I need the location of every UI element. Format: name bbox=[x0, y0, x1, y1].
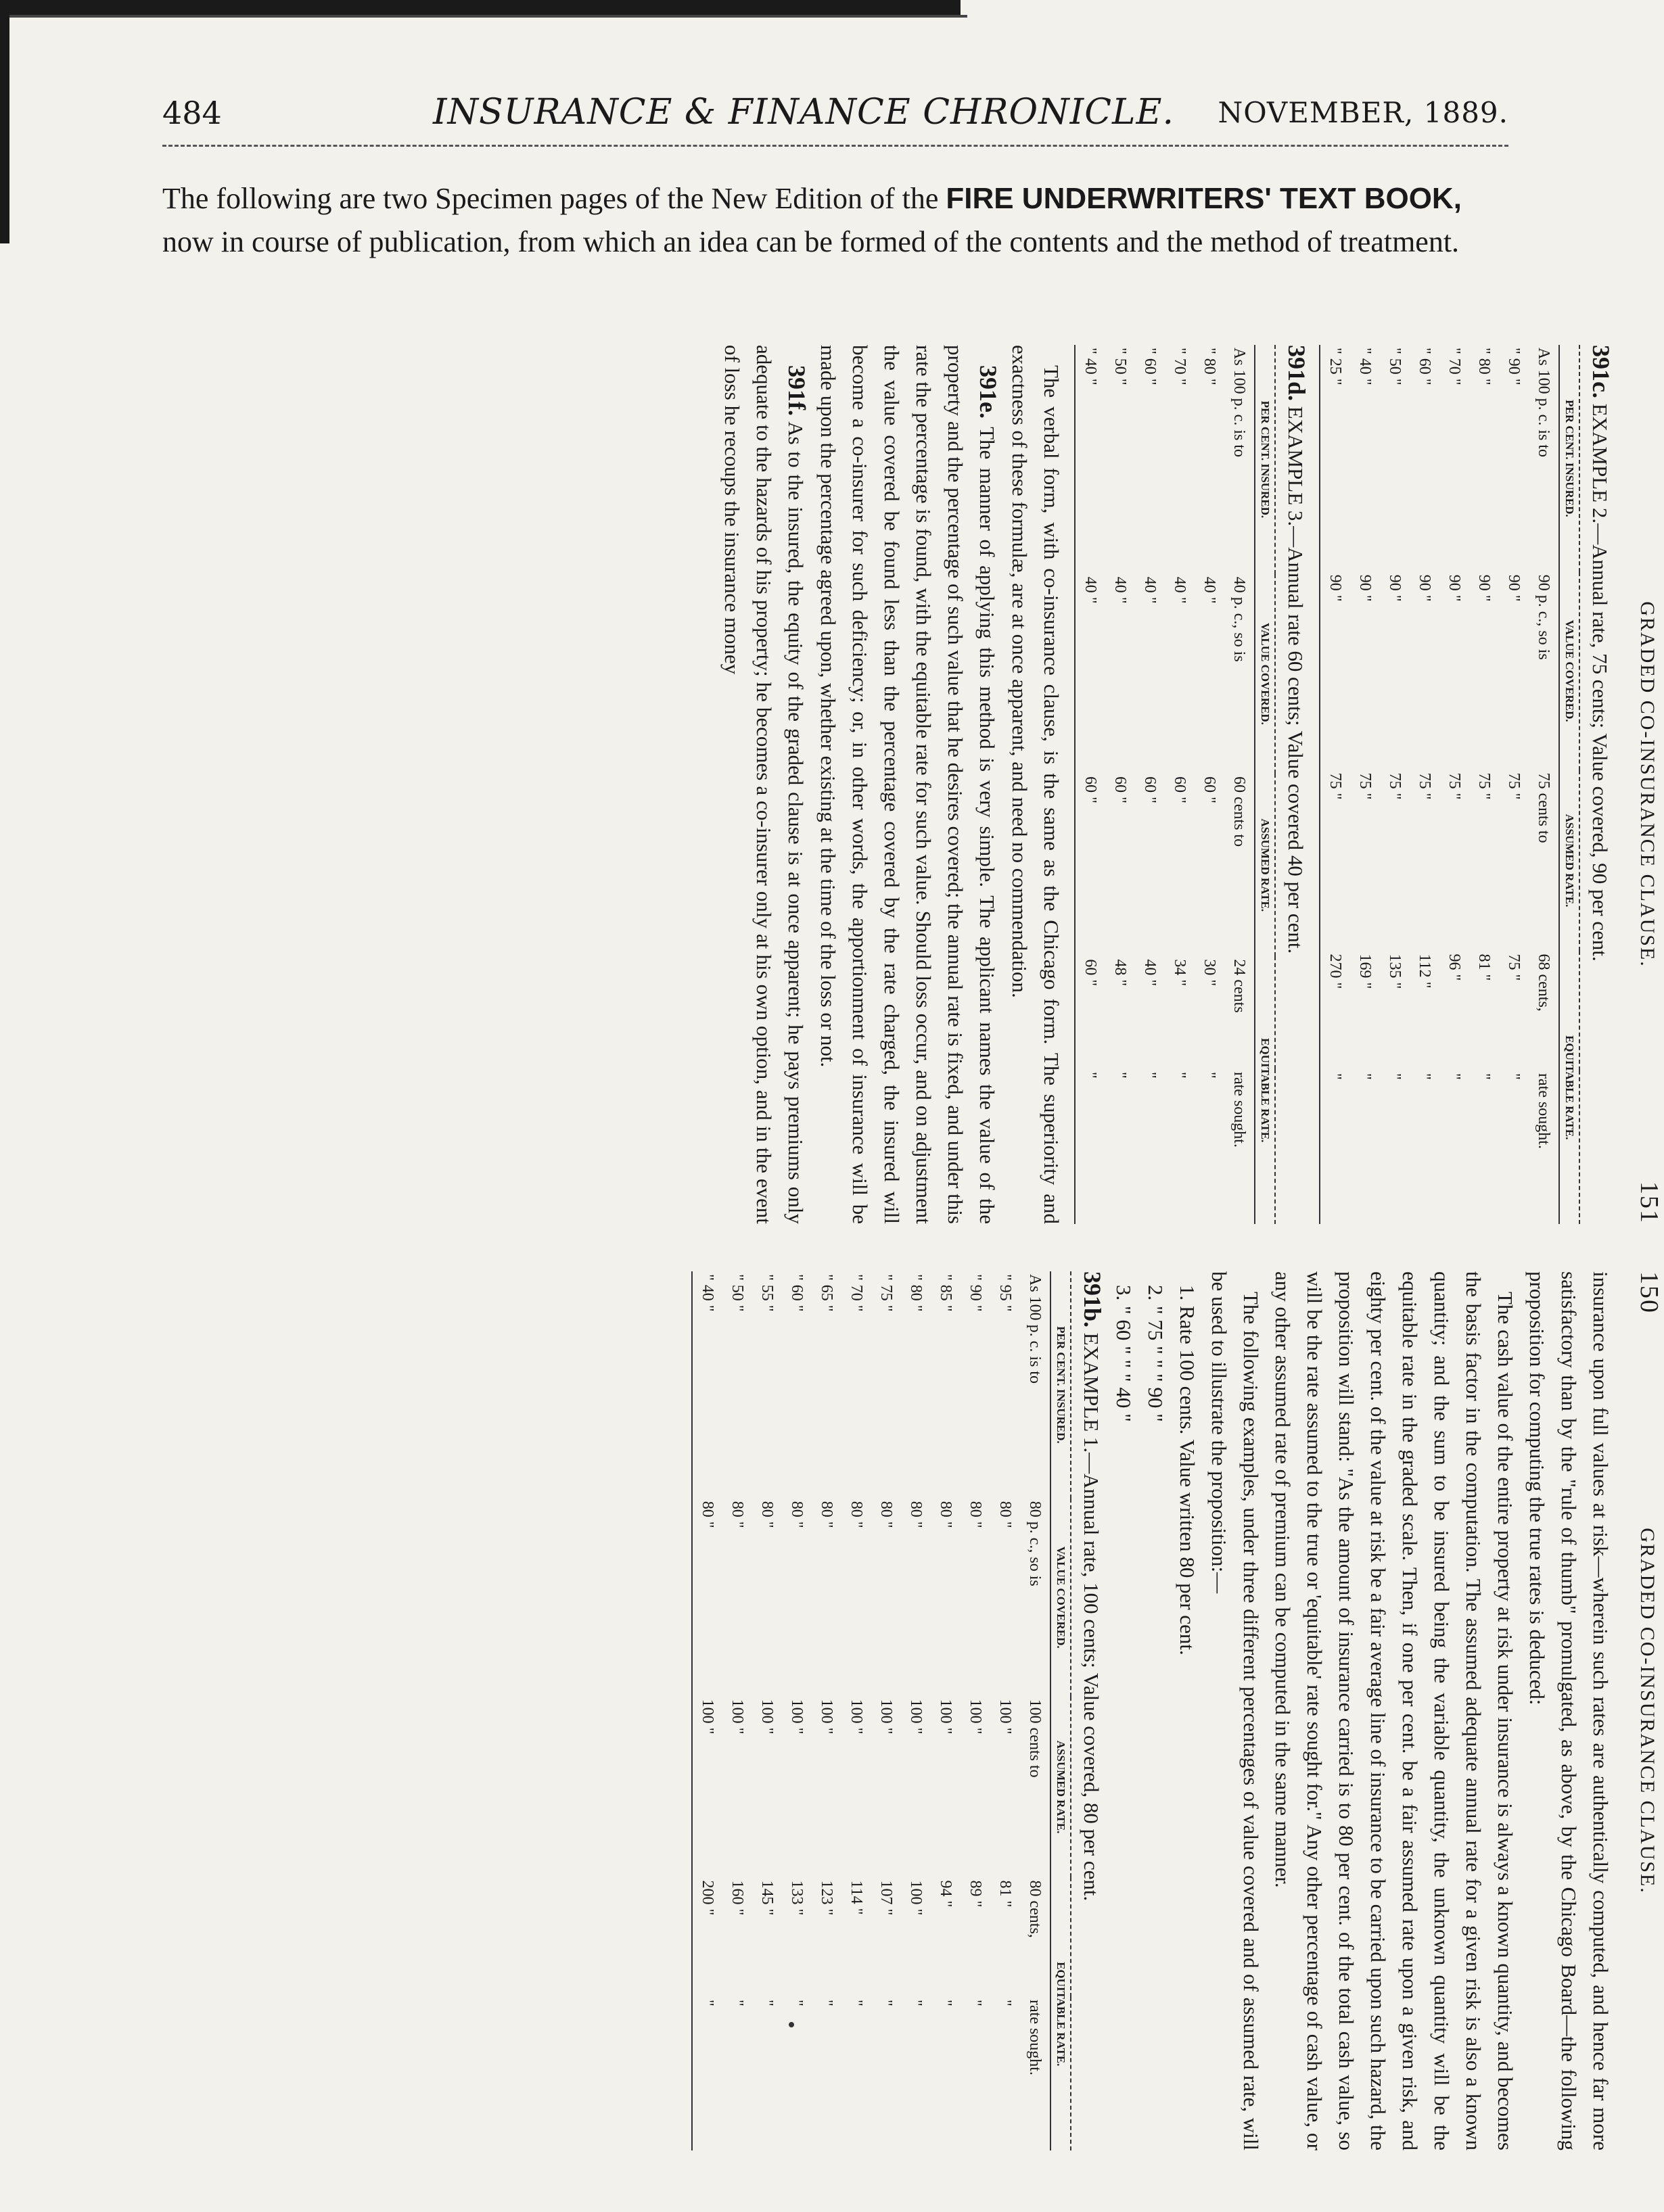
table-cell: " bbox=[1386, 1073, 1404, 1080]
col-value-covered: VALUE COVERED. bbox=[1559, 572, 1579, 770]
table-cell: 40 " bbox=[1111, 576, 1129, 604]
intro-text-before: The following are two Specimen pages of the New Edition of the bbox=[162, 182, 939, 215]
table-row bbox=[692, 1271, 722, 2150]
table-row bbox=[1224, 345, 1255, 1224]
table-cell: " bbox=[1111, 1071, 1129, 1079]
table-cell: 80 " bbox=[788, 1501, 806, 1528]
table-cell: " 40 " bbox=[692, 1271, 722, 1499]
example-3-heading-text: EXAMPLE 3.—Annual rate 60 cents; Value covered 40 per cent. bbox=[1284, 406, 1308, 954]
table-cell: 100 " bbox=[788, 1699, 806, 1735]
col-equitable-rate: EQUITABLE RATE. bbox=[1559, 951, 1579, 1224]
table-cell: " 60 " bbox=[788, 1274, 806, 1312]
col-equitable-rate: EQUITABLE RATE. bbox=[1050, 1877, 1071, 2150]
table-cell: 169 " bbox=[1356, 954, 1374, 989]
paragraph-391e bbox=[812, 345, 1004, 1224]
col-equitable-rate: EQUITABLE RATE. bbox=[1255, 956, 1275, 1224]
table-cell: 40 " bbox=[1075, 574, 1105, 774]
table-cell: 89 " bbox=[967, 1880, 984, 1908]
scan-edge-top bbox=[0, 0, 961, 15]
table-cell: " bbox=[692, 1997, 722, 2150]
table-cell: 96 " bbox=[1446, 954, 1463, 981]
section-391b: 391b. bbox=[1079, 1271, 1106, 1328]
table-cell: 133 " bbox=[788, 1880, 806, 1916]
table-cell: 80 " bbox=[967, 1501, 984, 1528]
table-cell: 60 " bbox=[1141, 776, 1159, 803]
table-cell: 90 " bbox=[1475, 574, 1493, 602]
table-cell: 90 p. c., so is bbox=[1535, 574, 1552, 660]
table-cell: 80 " bbox=[818, 1501, 835, 1528]
table-row bbox=[841, 1271, 871, 2150]
table-cell: " 50 " bbox=[729, 1274, 746, 1312]
example-2-table bbox=[1319, 345, 1580, 1224]
rate-list bbox=[1108, 1271, 1203, 2150]
table-cell: 40 " bbox=[1141, 959, 1159, 987]
col-value-covered: VALUE COVERED. bbox=[1255, 574, 1275, 774]
section-391f: 391f. bbox=[783, 365, 810, 416]
table-cell: " 40 " bbox=[1075, 345, 1105, 574]
table-row bbox=[1529, 345, 1559, 1224]
table-cell: 80 " bbox=[692, 1499, 722, 1697]
page-150-number: 150 bbox=[1635, 1271, 1663, 1314]
table-cell: " 70 " bbox=[1446, 348, 1463, 385]
section-391c: 391c. bbox=[1588, 345, 1615, 398]
table-cell: 75 " bbox=[1505, 954, 1523, 981]
table-row bbox=[812, 1271, 841, 2150]
table-cell: 100 " bbox=[996, 1699, 1014, 1735]
table-cell: 80 " bbox=[877, 1501, 895, 1528]
table-cell: 30 " bbox=[1201, 959, 1218, 987]
table-cell: 100 " bbox=[907, 1880, 925, 1916]
table-row bbox=[931, 1271, 961, 2150]
table-cell: 145 " bbox=[758, 1880, 776, 1916]
table-cell: 40 " bbox=[1141, 576, 1159, 604]
table-cell: " 80 " bbox=[1201, 348, 1218, 385]
specimen-page-150 bbox=[291, 1271, 1664, 2150]
table-row bbox=[1020, 1271, 1050, 2150]
col-assumed-rate: ASSUMED RATE. bbox=[1559, 770, 1579, 951]
list-item: 2. " 75 " " " 90 " bbox=[1144, 1285, 1168, 1422]
table-cell: " 80 " bbox=[1475, 348, 1493, 385]
table-cell: " bbox=[788, 2000, 806, 2006]
table-cell: As 100 p. c. is to bbox=[1230, 348, 1248, 457]
section-391e: 391e. bbox=[975, 365, 1002, 419]
table-cell: 135 " bbox=[1386, 954, 1404, 989]
table-cell: " bbox=[996, 2000, 1014, 2006]
table-cell: 75 " bbox=[1505, 772, 1523, 800]
table-cell: 100 " bbox=[937, 1699, 954, 1735]
paragraph-verbal-form: The verbal form, with co-insurance clause, is the same as the Chicago form. The superiority and exactness of these formulæ, are at once apparent, and need no commendation. bbox=[1008, 345, 1063, 1224]
col-per-cent-insured: PER CENT. INSURED. bbox=[1050, 1271, 1071, 1499]
table-cell: " bbox=[1475, 1073, 1493, 1080]
journal-title: INSURANCE & FINANCE CHRONICLE. bbox=[433, 92, 1174, 133]
table-cell: 90 " bbox=[1416, 574, 1433, 602]
table-cell: " bbox=[1505, 1073, 1523, 1080]
table-cell: " bbox=[729, 2000, 746, 2006]
table-cell: " bbox=[1171, 1071, 1188, 1079]
table-cell: " 85 " bbox=[937, 1274, 954, 1312]
table-cell: 48 " bbox=[1111, 959, 1129, 987]
table-cell: 100 cents to bbox=[1026, 1699, 1044, 1778]
table-row bbox=[961, 1271, 990, 2150]
table-cell: 75 " bbox=[1446, 772, 1463, 800]
table-cell: 40 p. c., so is bbox=[1230, 576, 1248, 662]
table-cell: 80 cents, bbox=[1026, 1880, 1044, 1938]
example-2-heading-text: EXAMPLE 2.—Annual rate, 75 cents; Value covered, 90 per cent. bbox=[1588, 403, 1612, 962]
specimen-page-151 bbox=[291, 345, 1664, 1224]
table-row bbox=[1380, 345, 1410, 1224]
table-cell: 114 " bbox=[848, 1880, 865, 1915]
table-cell: 270 " bbox=[1320, 951, 1350, 1070]
table-row bbox=[782, 1271, 812, 2150]
paragraph-391e-text: The manner of applying this method is very simple. The applicant names the value of the property and the percentage of such value that he desires covered; the annual rate is fixed, and under this rate the percentage is found, with the equitable rate for such value. Should loss occur, and on adjustment the value covered be found less than the percentage covered by the rate charged, the insured will become a co-insurer for such deficiency; or, in other words, the apportionment of insurance will be made upon the percentage agreed upon, whether existing at the time of the loss or not. bbox=[816, 345, 999, 1224]
table-cell: 60 cents to bbox=[1230, 776, 1248, 847]
table-cell: " 25 " bbox=[1320, 345, 1350, 572]
table-cell: " bbox=[1141, 1071, 1159, 1079]
table-cell: " 95 " bbox=[996, 1274, 1014, 1312]
table-cell: 80 " bbox=[848, 1501, 865, 1528]
example-1-table bbox=[691, 1271, 1071, 2150]
table-cell: 60 " bbox=[1075, 774, 1105, 956]
table-row bbox=[1195, 345, 1224, 1224]
table-cell: " bbox=[1416, 1073, 1433, 1080]
table-row bbox=[1499, 345, 1529, 1224]
table-cell: 112 " bbox=[1416, 954, 1433, 989]
table-cell: 100 " bbox=[877, 1699, 895, 1735]
table-cell: 40 " bbox=[1201, 576, 1218, 604]
table-cell: 90 " bbox=[1320, 572, 1350, 770]
table-cell: " bbox=[937, 2000, 954, 2006]
scan-edge-top-line bbox=[0, 15, 967, 18]
book-title: FIRE UNDERWRITERS' TEXT BOOK, bbox=[946, 182, 1462, 215]
col-assumed-rate: ASSUMED RATE. bbox=[1255, 774, 1275, 956]
table-cell: " 90 " bbox=[967, 1274, 984, 1312]
table-cell: 90 " bbox=[1386, 574, 1404, 602]
table-cell: 100 " bbox=[818, 1699, 835, 1735]
table-row bbox=[1105, 345, 1135, 1224]
table-row bbox=[1410, 345, 1439, 1224]
table-cell: 94 " bbox=[937, 1880, 954, 1908]
table-cell: " bbox=[758, 2000, 776, 2006]
table-cell: 80 " bbox=[758, 1501, 776, 1528]
table-cell: " 40 " bbox=[1356, 348, 1374, 385]
table-cell: " 90 " bbox=[1505, 348, 1523, 385]
table-cell: " 80 " bbox=[907, 1274, 925, 1312]
table-cell: " 60 " bbox=[1141, 348, 1159, 385]
table-cell: 200 " bbox=[692, 1877, 722, 1997]
table-cell: 34 " bbox=[1171, 959, 1188, 987]
table-row bbox=[990, 1271, 1020, 2150]
paragraph-150-1: insurance upon full values at risk—wherein such rates are authentically computed, and hence far more satisfactory than by the "rule of thumb" promulgated, as above, by the Chicago Board—the following proposition for computing the true rates is deduced: bbox=[1525, 1271, 1613, 2150]
table-cell: As 100 p. c. is to bbox=[1026, 1274, 1044, 1384]
table-cell: " bbox=[1356, 1073, 1374, 1080]
paragraph-150-2: The cash value of the entire property at risk under insurance is always a known quantity, and becomes the basis factor in the computation. The assumed adequate annual rate for a given risk is also a known quantity; and the sum to be insured being the variable quantity, the unknown quantity will be the equitable rate in the graded scale. Then, if one per cent. be a fair assumed rate upon a given risk, and eighty per cent. of the value at risk be a fair average line of insurance to be carried upon such hazard, the proposition will stand: "As the amount of insurance carried is to 80 per cent. of the total cash value, so will be the rate assumed to the true or 'equitable' rate sought for." Any other percentage of cash value, or any other assumed rate of premium can be computed in the same manner. bbox=[1271, 1271, 1517, 2150]
specimen-spread bbox=[291, 345, 1664, 2150]
intro-text-after: now in course of publication, from which an idea can be formed of the contents and the method of treatment. bbox=[162, 225, 1460, 258]
table-cell: " bbox=[1320, 1070, 1350, 1224]
example-2-heading bbox=[1584, 345, 1617, 1224]
table-cell: " bbox=[907, 2000, 925, 2006]
table-cell: 80 p. c., so is bbox=[1026, 1501, 1044, 1586]
example-3-table bbox=[1074, 345, 1276, 1224]
page-151-head bbox=[1617, 345, 1664, 1224]
table-cell: " 75 " bbox=[877, 1274, 895, 1312]
table-cell: " bbox=[1446, 1073, 1463, 1080]
col-assumed-rate: ASSUMED RATE. bbox=[1050, 1697, 1071, 1878]
table-cell: " bbox=[967, 2000, 984, 2006]
table-row bbox=[1135, 345, 1165, 1224]
table-cell: 81 " bbox=[996, 1880, 1014, 1908]
table-cell: rate sought. bbox=[1535, 1073, 1552, 1149]
table-cell: 100 " bbox=[967, 1699, 984, 1735]
paragraph-391f bbox=[716, 345, 812, 1224]
table-cell: 75 cents to bbox=[1535, 772, 1552, 843]
header-rule bbox=[162, 145, 1508, 147]
table-cell: 80 " bbox=[937, 1501, 954, 1528]
table-cell: rate sought. bbox=[1230, 1071, 1248, 1148]
table-cell: " 50 " bbox=[1386, 348, 1404, 385]
table-row bbox=[1350, 345, 1380, 1224]
table-row bbox=[901, 1271, 931, 2150]
page-header bbox=[162, 87, 1508, 141]
table-cell: 100 " bbox=[848, 1699, 865, 1735]
table-cell: " bbox=[848, 2000, 865, 2006]
intro-paragraph bbox=[162, 177, 1508, 264]
page-150-running-head: GRADED CO-INSURANCE CLAUSE. bbox=[1636, 1528, 1659, 1894]
page-150-head bbox=[1617, 1271, 1664, 2150]
table-cell: 75 " bbox=[1356, 772, 1374, 800]
table-cell: " bbox=[818, 2000, 835, 2006]
table-cell: " 65 " bbox=[818, 1274, 835, 1312]
table-cell: 24 cents bbox=[1230, 959, 1248, 1013]
table-row bbox=[1165, 345, 1195, 1224]
list-item: 3. " 60 " " " 40 " bbox=[1112, 1285, 1136, 1422]
table-cell: " 70 " bbox=[848, 1274, 865, 1312]
section-391d: 391d. bbox=[1283, 345, 1310, 402]
table-cell: 90 " bbox=[1505, 574, 1523, 602]
scan-edge-left bbox=[0, 0, 9, 243]
table-cell: rate sought. bbox=[1026, 2000, 1044, 2075]
table-cell: 100 " bbox=[907, 1699, 925, 1735]
table-row bbox=[722, 1271, 752, 2150]
table-cell: 80 " bbox=[907, 1501, 925, 1528]
table-cell: 75 " bbox=[1320, 770, 1350, 951]
paragraph-150-3: The following examples, under three different percentages of value covered and of assumed rate, will be used to illustrate the proposition:— bbox=[1207, 1271, 1263, 2150]
table-cell: 90 " bbox=[1356, 574, 1374, 602]
table-row bbox=[1075, 345, 1105, 1224]
table-cell: " bbox=[877, 2000, 895, 2006]
col-value-covered: VALUE COVERED. bbox=[1050, 1499, 1071, 1697]
table-cell: 60 " bbox=[1201, 776, 1218, 803]
example-3-heading bbox=[1280, 345, 1312, 1224]
col-per-cent-insured: PER CENT. INSURED. bbox=[1559, 345, 1579, 572]
table-cell: 60 " bbox=[1111, 776, 1129, 803]
table-cell: 160 " bbox=[729, 1880, 746, 1916]
table-row bbox=[1320, 345, 1350, 1224]
example-1-heading bbox=[1076, 1271, 1108, 2150]
table-row bbox=[752, 1271, 782, 2150]
table-cell: " 55 " bbox=[758, 1274, 776, 1312]
page-151-number: 151 bbox=[1635, 1181, 1663, 1224]
page-151-running-head: GRADED CO-INSURANCE CLAUSE. bbox=[1636, 601, 1659, 968]
table-cell: " 70 " bbox=[1171, 348, 1188, 385]
table-row bbox=[1469, 345, 1499, 1224]
table-cell: 80 " bbox=[996, 1501, 1014, 1528]
issue-date: NOVEMBER, 1889. bbox=[1218, 96, 1508, 129]
paragraph-391f-text: As to the insured, the equity of the graded clause is at once apparent; he pays premiums only adequate to the hazards of his property; he becomes a co-insurer only at his own option, and in the event of loss he recoups the insurance money bbox=[720, 345, 808, 1224]
list-item: 1. Rate 100 cents. Value written 80 per cent. bbox=[1176, 1285, 1199, 1655]
table-row bbox=[1439, 345, 1469, 1224]
ink-speck bbox=[789, 2022, 794, 2027]
table-cell: 90 " bbox=[1446, 574, 1463, 602]
table-row bbox=[871, 1271, 901, 2150]
page-number: 484 bbox=[162, 95, 222, 131]
table-cell: 100 " bbox=[758, 1699, 776, 1735]
table-cell: 100 " bbox=[692, 1697, 722, 1878]
table-cell: 80 " bbox=[729, 1501, 746, 1528]
table-cell: 75 " bbox=[1475, 772, 1493, 800]
table-cell: " 50 " bbox=[1111, 348, 1129, 385]
table-cell: 75 " bbox=[1386, 772, 1404, 800]
table-cell: " bbox=[1201, 1071, 1218, 1079]
example-1-heading-text: EXAMPLE 1.—Annual rate, 100 cents; Value covered, 80 per cent. bbox=[1080, 1332, 1103, 1902]
table-cell: 40 " bbox=[1171, 576, 1188, 604]
table-cell: 60 " bbox=[1075, 956, 1105, 1069]
col-per-cent-insured: PER CENT. INSURED. bbox=[1255, 345, 1275, 574]
table-cell: 81 " bbox=[1475, 954, 1493, 981]
table-cell: " bbox=[1075, 1069, 1105, 1224]
table-cell: 75 " bbox=[1416, 772, 1433, 800]
table-cell: 123 " bbox=[818, 1880, 835, 1916]
table-cell: 107 " bbox=[877, 1880, 895, 1916]
table-cell: " 60 " bbox=[1416, 348, 1433, 385]
table-cell: As 100 p. c. is to bbox=[1535, 348, 1552, 457]
table-cell: 68 cents, bbox=[1535, 954, 1552, 1012]
table-cell: 60 " bbox=[1171, 776, 1188, 803]
table-cell: 100 " bbox=[729, 1699, 746, 1735]
